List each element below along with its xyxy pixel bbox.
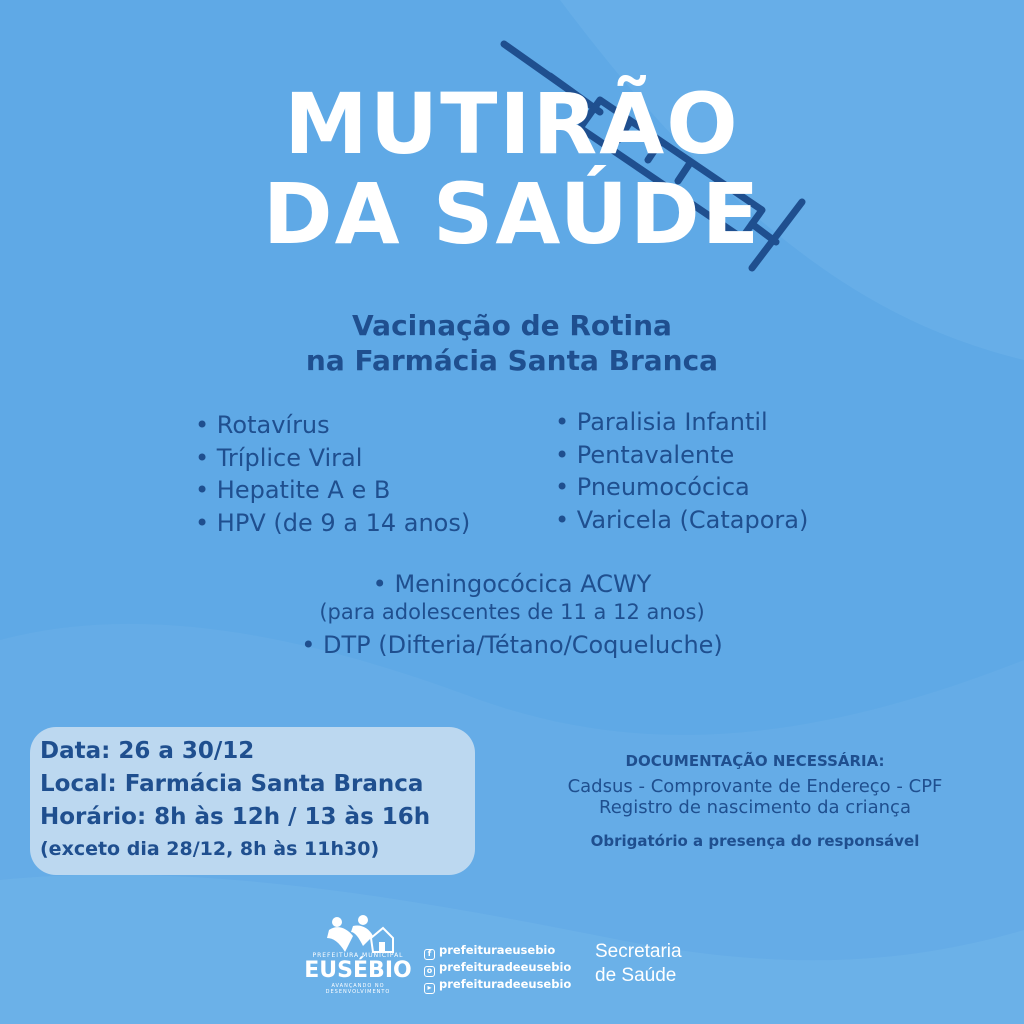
eusebio-logo-icon [323,912,395,956]
schedule-exception: (exceto dia 28/12, 8h às 11h30) [40,838,380,860]
secretaria-line-2: de Saúde [595,965,677,986]
vaccine-item: • HPV (de 9 a 14 anos) [195,507,470,540]
vaccine-meningo-note: (para adolescentes de 11 a 12 anos) [319,600,705,624]
subtitle-line-1: Vacinação de Rotina [352,309,672,342]
schedule-box [30,727,475,875]
vaccine-dtp-text: DTP (Difteria/Tétano/Coqueluche) [323,631,723,659]
documentation-line-1: Cadsus - Comprovante de Endereço - CPF [567,776,943,797]
vaccine-meningo-text: Meningocócica ACWY [394,570,652,598]
vaccine-meningo [0,570,1024,598]
social-instagram [424,959,594,976]
instagram-icon: o [424,966,435,977]
logo-arc-text: PREFEITURA MUNICIPAL [312,952,404,959]
social-handle: prefeituradeeusebio [439,977,572,991]
facebook-icon: f [424,949,435,960]
documentation-line-2: Registro de nascimento da criança [599,797,911,818]
schedule-location: Local: Farmácia Santa Branca [40,771,424,797]
youtube-icon: ▸ [424,983,435,994]
vaccine-list-right [555,406,808,536]
logo-name: EUSÉBIO [304,958,412,983]
secretaria-line-1: Secretaria [595,941,682,962]
vaccine-dtp [0,631,1024,659]
vaccine-item: • Varicela (Catapora) [555,504,808,537]
social-handle: prefeituraeusebio [439,943,556,957]
title-line-2: DA SAÚDE [262,165,762,263]
social-facebook [424,942,594,959]
social-handle: prefeituradeeusebio [439,960,572,974]
documentation-note: Obrigatório a presença do responsável [590,832,920,850]
vaccine-item: • Pneumocócica [555,471,808,504]
vaccine-item: • Paralisia Infantil [555,406,808,439]
social-youtube [424,976,594,993]
schedule-hours: Horário: 8h às 12h / 13 às 16h [40,804,431,830]
title-line-1: MUTIRÃO [284,75,740,173]
vaccine-item: • Tríplice Viral [195,442,470,475]
documentation-title: DOCUMENTAÇÃO NECESSÁRIA: [625,752,885,770]
schedule-date: Data: 26 a 30/12 [40,738,255,764]
vaccine-list-left [195,409,470,539]
vaccine-item: • Pentavalente [555,439,808,472]
vaccine-item: • Rotavírus [195,409,470,442]
vaccine-item: • Hepatite A e B [195,474,470,507]
logo-slogan: AVANÇANDO NO DESENVOLVIMENTO [325,983,391,995]
subtitle-line-2: na Farmácia Santa Branca [305,344,719,377]
